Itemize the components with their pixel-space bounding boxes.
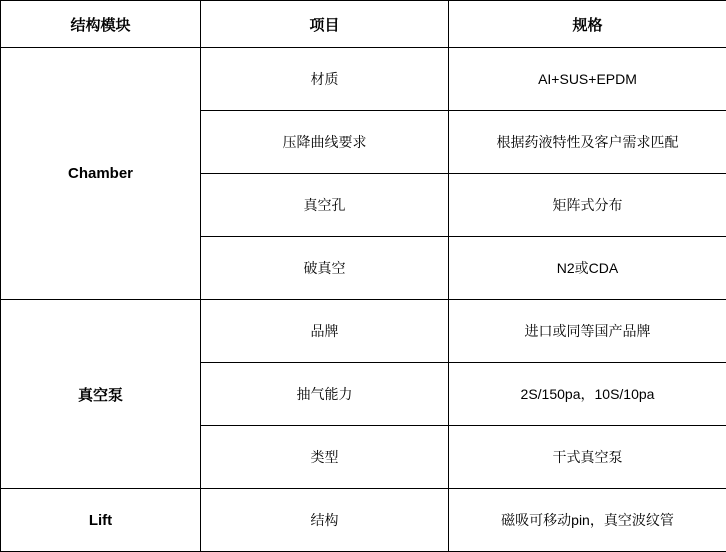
table-header-row [1,1,726,48]
item-cell: 破真空 [201,237,449,300]
table-row [1,489,726,552]
table-row [1,48,726,111]
module-cell-vacuum-pump: 真空泵 [1,300,201,489]
column-header-module: 结构模块 [1,1,201,48]
spec-cell: 根据药液特性及客户需求匹配 [449,111,726,174]
table-header [1,1,726,48]
item-cell: 结构 [201,489,449,552]
item-cell: 真空孔 [201,174,449,237]
table-row [1,300,726,363]
table-body [1,48,726,552]
item-cell: 类型 [201,426,449,489]
item-cell: 压降曲线要求 [201,111,449,174]
spec-cell: 干式真空泵 [449,426,726,489]
item-cell: 抽气能力 [201,363,449,426]
spec-cell: 磁吸可移动pin，真空波纹管 [449,489,726,552]
module-cell-chamber: Chamber [1,48,201,300]
item-cell: 材质 [201,48,449,111]
column-header-spec: 规格 [449,1,726,48]
column-header-item: 项目 [201,1,449,48]
module-cell-lift: Lift [1,489,201,552]
item-cell: 品牌 [201,300,449,363]
spec-cell: AI+SUS+EPDM [449,48,726,111]
spec-cell: 矩阵式分布 [449,174,726,237]
spec-cell: 进口或同等国产品牌 [449,300,726,363]
spec-cell: 2S/150pa，10S/10pa [449,363,726,426]
spec-cell: N2或CDA [449,237,726,300]
